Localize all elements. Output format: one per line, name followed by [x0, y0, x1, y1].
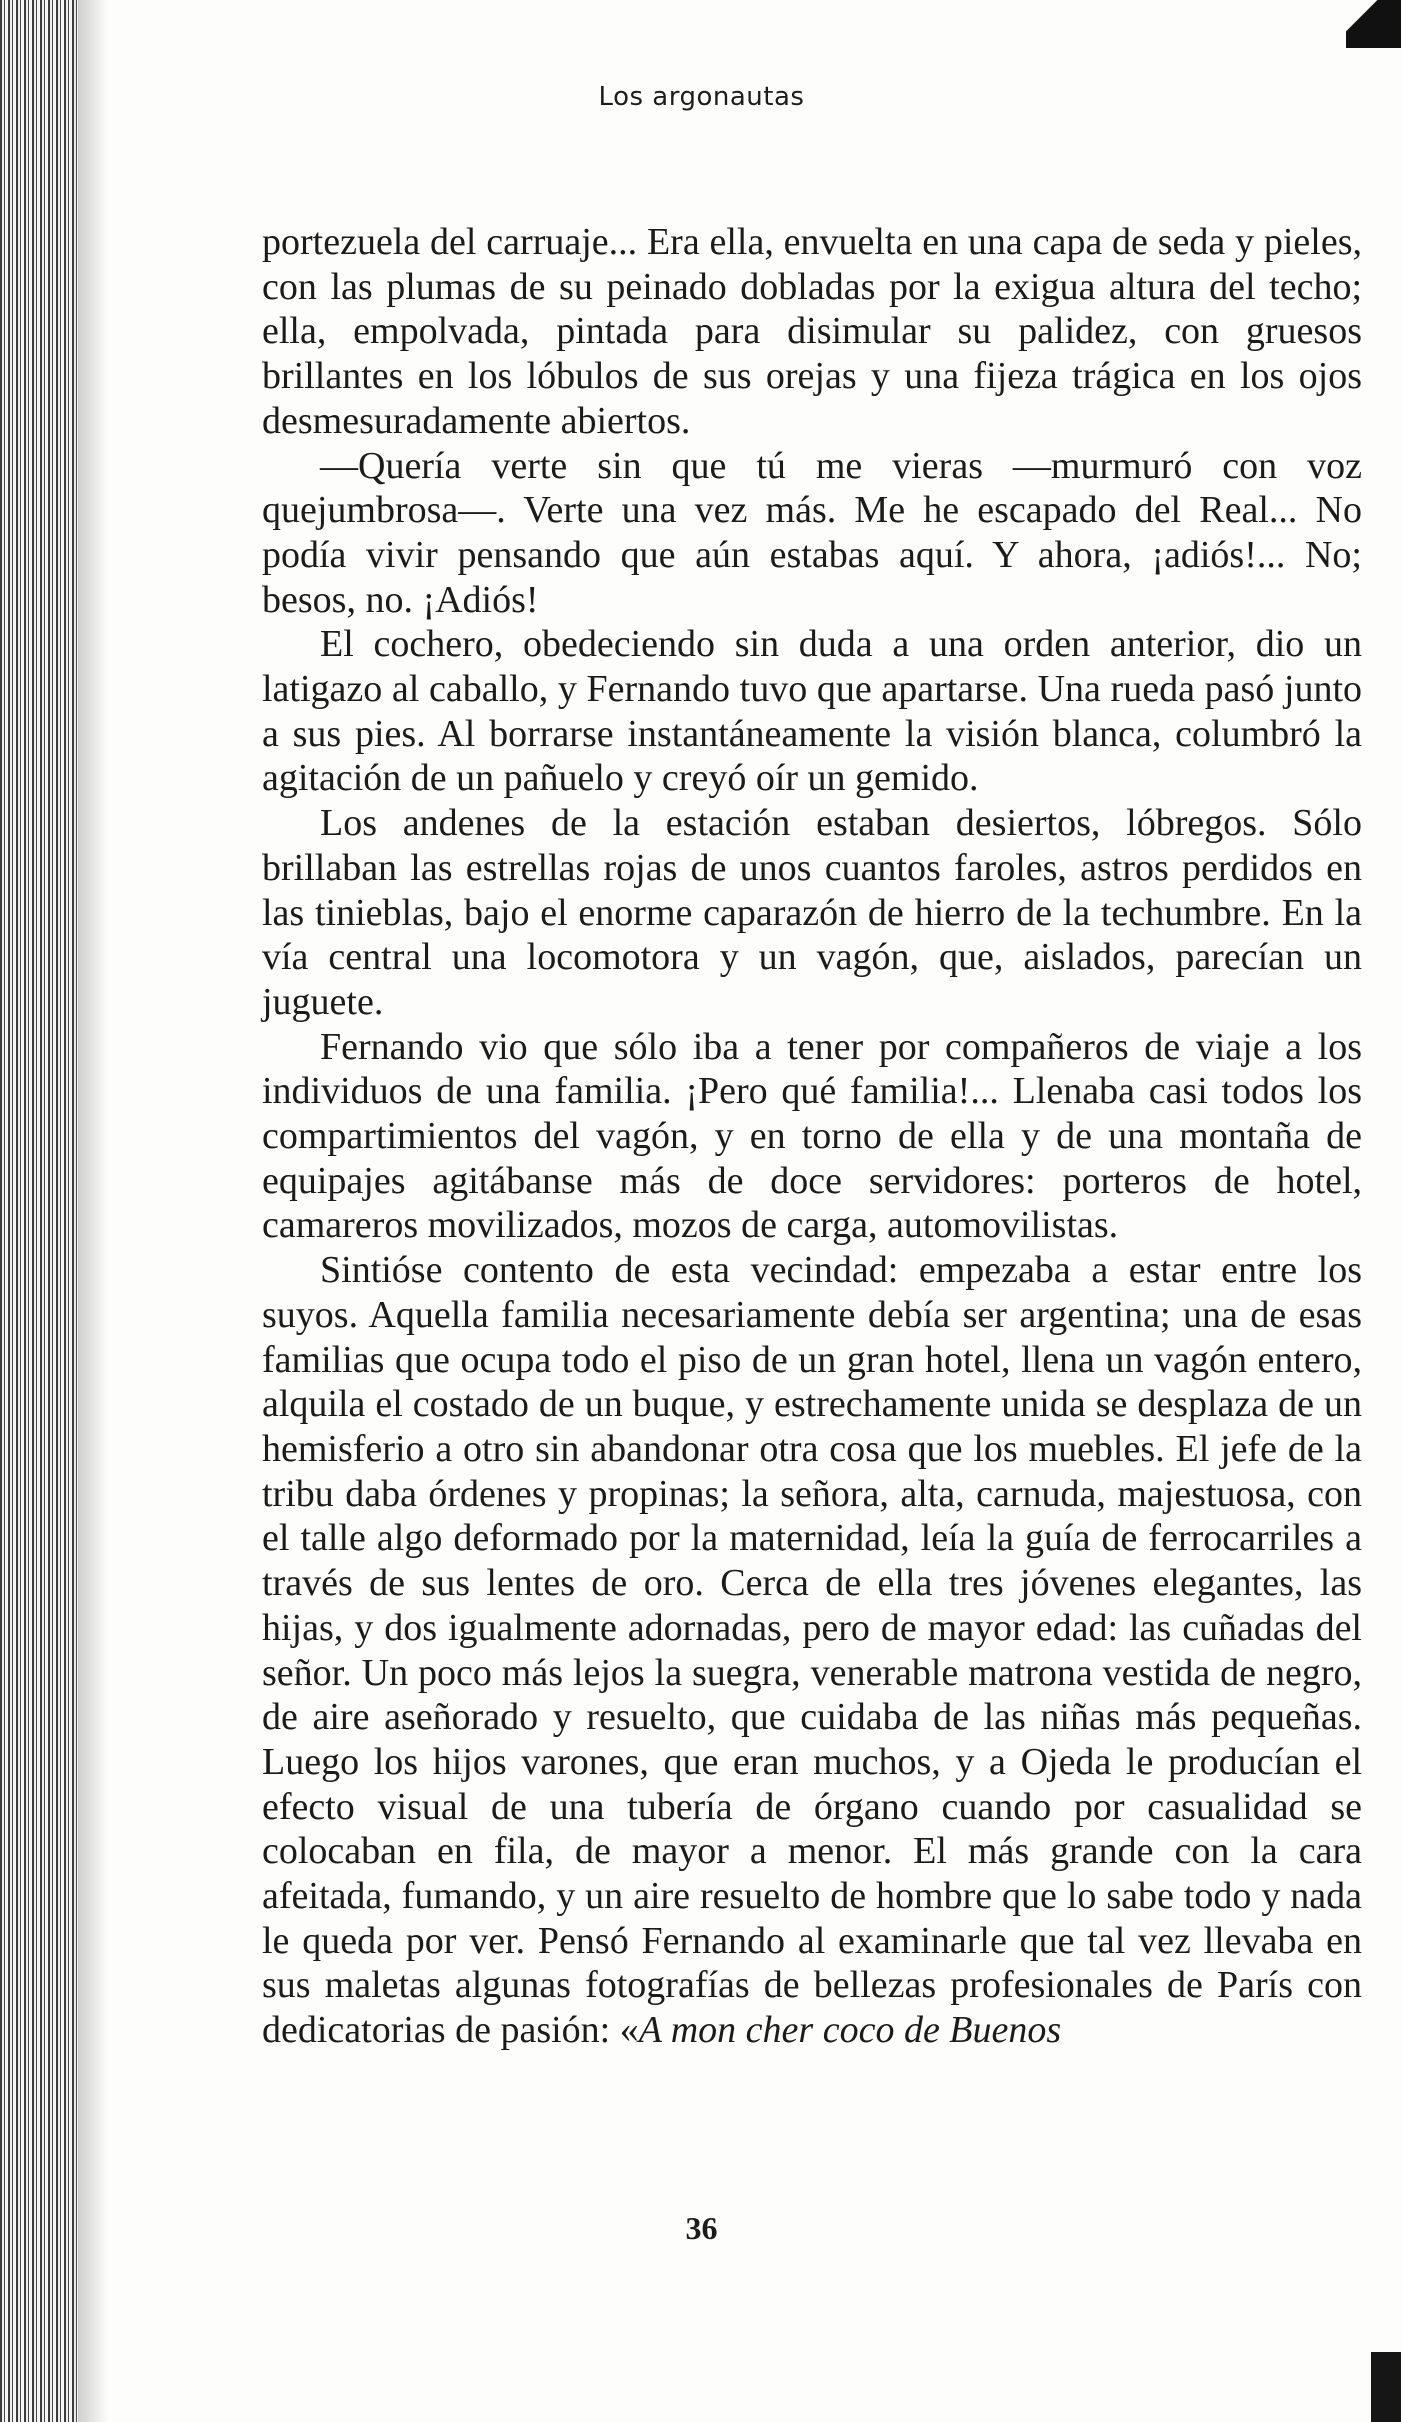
paragraph: Los andenes de la estación estaban desiertos, lóbregos. Sólo brillaban las estrellas rojas de unos cuantos faroles, astros perdidos en las tinieblas, bajo el enorme caparazón de hierro de la techumbre. En la vía central una locomotora y un vagón, que, aislados, parecían un juguete. [262, 802, 1362, 1023]
paragraph: portezuela del carruaje... Era ella, envuelta en una capa de seda y pieles, con las plumas de su peinado dobladas por la exigua altura del techo; ella, empolvada, pintada para disimular su palidez, con gruesos brillantes en los lóbulos de sus orejas y una fijeza trágica en los ojos desmesuradamente abiertos. [262, 221, 1362, 442]
binding-shadow [78, 0, 108, 2422]
body-text [262, 220, 1362, 2053]
page-number: 36 [685, 2210, 718, 2246]
book-binding-edge [0, 0, 78, 2422]
scan-edge-mark [1371, 2352, 1401, 2422]
paragraph-text: Sintióse contento de esta vecindad: empezaba a estar entre los suyos. Aquella familia necesariamente debía ser argentina; una de esas familias que ocupa todo el piso de un gran hotel, llena un vagón entero, alquila el costado de un buque, y estrechamente unida se desplaza de un hemisferio a otro sin abandonar otra cosa que los muebles. El jefe de la tribu daba órdenes y propinas; la señora, alta, carnuda, majestuosa, con el talle algo deformado por la maternidad, leía la guía de ferrocarriles a través de sus lentes de oro. Cerca de ella tres jóvenes elegantes, las hijas, y dos igualmente adornadas, pero de mayor edad: las cuñadas del señor. Un poco más lejos la suegra, venerable matrona vestida de negro, de aire aseñorado y resuelto, que cuidaba de las niñas más pequeñas. Luego los hijos varones, que eran muchos, y a Ojeda le producían el efecto visual de una tubería de órgano cuando por casualidad se colocaban en fila, de mayor a menor. El más grande con la cara afeitada, fumando, y un aire resuelto de hombre que lo sabe todo y nada le queda por ver. Pensó Fernando al examinarle que tal vez llevaba en sus maletas algunas fotografías de bellezas profesionales de París con dedicatorias de pasión: « [262, 1249, 1362, 2052]
scan-corner-mark [1346, 0, 1401, 48]
italic-dedication: A mon cher coco de Buenos [638, 2009, 1062, 2052]
paragraph: Fernando vio que sólo iba a tener por compañeros de viaje a los individuos de una familia. ¡Pero qué familia!... Llenaba casi todos los compartimientos del vagón, y en torno de ella y de una montaña de equipajes agitábanse más de doce servidores: porteros de hotel, camareros movilizados, mozos de carga, automovilistas. [262, 1025, 1362, 1247]
paragraph: El cochero, obedeciendo sin duda a una orden anterior, dio un latigazo al caballo, y Fernando tuvo que apartarse. Una rueda pasó junto a sus pies. Al borrarse instantáneamente la visión blanca, columbró la agitación de un pañuelo y creyó oír un gemido. [262, 623, 1362, 800]
paragraph [262, 1248, 1362, 2053]
paragraph: —Quería verte sin que tú me vieras —murmuró con voz quejumbrosa—. Verte una vez más. Me he escapado del Real... No podía vivir pensando que aún estabas aquí. Y ahora, ¡adiós!... No; besos, no. ¡Adiós! [262, 444, 1362, 621]
running-header: Los argonautas [598, 82, 805, 112]
